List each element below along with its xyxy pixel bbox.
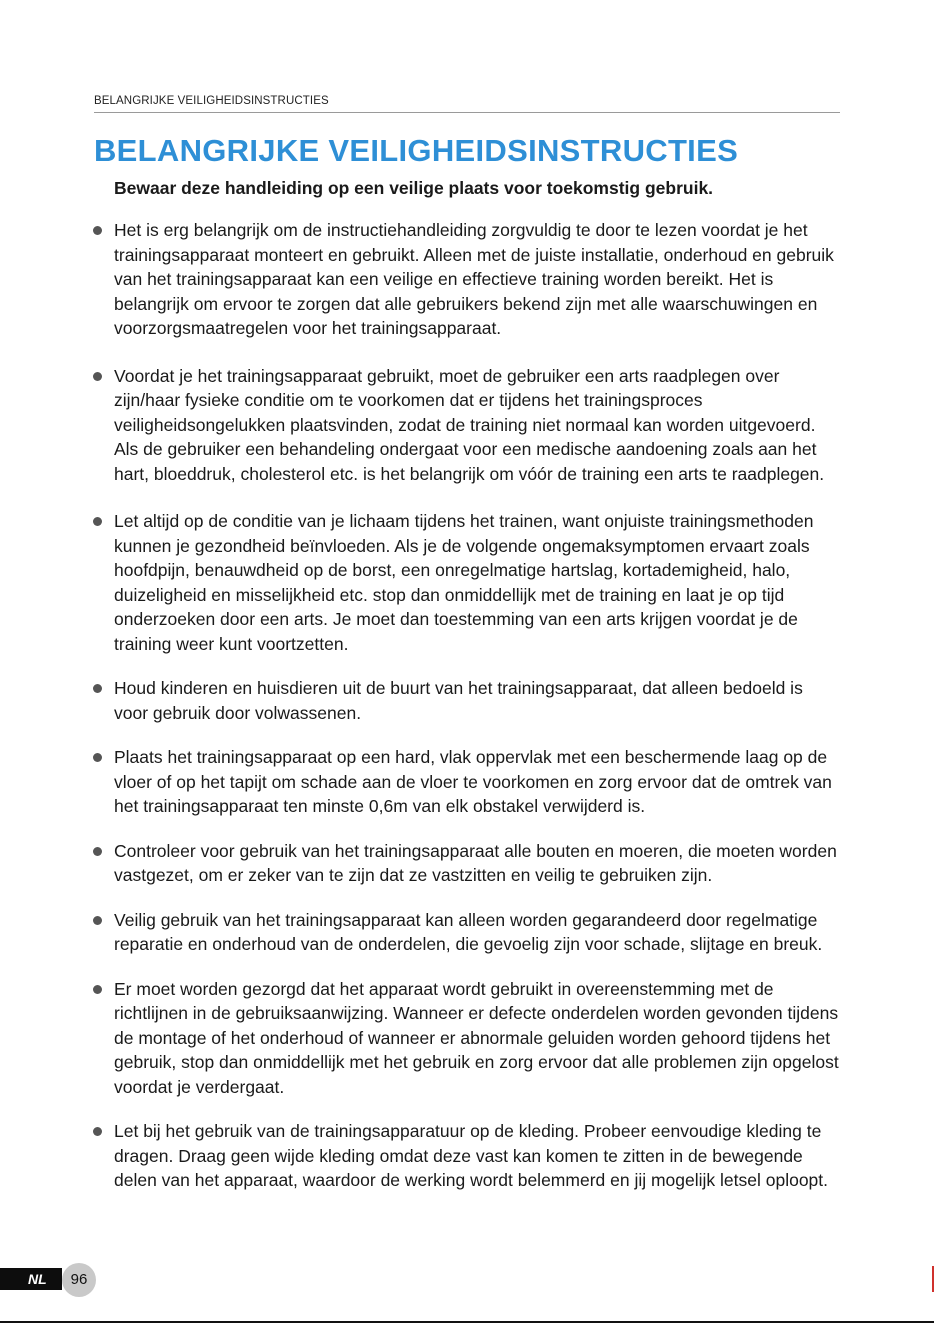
bullet-dot-icon <box>93 226 102 235</box>
bullet-dot-icon <box>93 916 102 925</box>
list-item <box>90 218 840 341</box>
list-item-text: Er moet worden gezorgd dat het apparaat wordt gebruikt in overeenstemming met de richtlijnen in de gebruiksaanwijzing. Wanneer er defecte onderdelen worden gevonden tijdens de montage of het onderhoud of wanneer er abnormale geluiden worden gehoord tijdens het gebruik, stop dan onmiddellijk met het gebruik en zorg ervoor dat alle problemen zijn opgelost voordat je verdergaat. <box>114 978 839 1097</box>
list-item <box>90 676 840 725</box>
page-title: BELANGRIJKE VEILIGHEIDSINSTRUCTIES <box>94 133 739 168</box>
bullet-dot-icon <box>93 517 102 526</box>
list-item <box>90 839 840 888</box>
bullet-dot-icon <box>93 847 102 856</box>
list-item-text: Let bij het gebruik van de trainingsapparatuur op de kleding. Probeer eenvoudige kleding te dragen. Draag geen wijde kleding omdat deze vast kan komen te zitten in de bewegende delen van het apparaat, waardoor de werking wordt belemmerd en jij mogelijk letsel oploopt. <box>114 1121 829 1190</box>
list-item <box>90 1119 840 1193</box>
list-item-text: Plaats het trainingsapparaat op een hard, vlak oppervlak met een beschermende laag op de vloer of op het tapijt om schade aan de vloer te voorkomen en zorg ervoor dat de omtrek van het trainingsapparaat ten minste 0,6m van elk obstakel verwijderd is. <box>114 747 832 816</box>
list-item <box>90 977 840 1100</box>
page-subtitle: Bewaar deze handleiding op een veilige plaats voor toekomstig gebruik. <box>114 178 714 198</box>
list-item-text: Het is erg belangrijk om de instructiehandleiding zorgvuldig te door te lezen voordat je het trainingsapparaat monteert en gebruikt. Alleen met de juiste installatie, onderhoud en gebruik van het trainingsapparaat kan een veilige en effectieve training worden bereikt. Het is belangrijk om ervoor te zorgen dat alle gebruikers bekend zijn met alle waarschuwingen en voorzorgsmaatregelen voor het trainingsapparaat. <box>114 220 834 338</box>
list-item-text: Veilig gebruik van het trainingsapparaat kan alleen worden gegarandeerd door regelmatige reparatie en onderhoud van de onderdelen, die gevoelig zijn voor schade, slijtage en breuk. <box>114 909 823 954</box>
list-item <box>90 745 840 819</box>
list-item-text: Houd kinderen en huisdieren uit de buurt van het trainingsapparaat, dat alleen bedoeld is voor gebruik door volwassenen. <box>114 678 803 723</box>
list-item-text: Controleer voor gebruik van het trainingsapparaat alle bouten en moeren, die moeten worden vastgezet, om er zeker van te zijn dat ze vastzitten en veilig te gebruiken zijn. <box>114 840 837 885</box>
list-item <box>90 364 840 487</box>
bullet-dot-icon <box>93 753 102 762</box>
bullet-dot-icon <box>93 684 102 693</box>
list-item <box>90 908 840 957</box>
bullet-dot-icon <box>93 1127 102 1136</box>
list-item <box>90 509 840 656</box>
running-header: BELANGRIJKE VEILIGHEIDSINSTRUCTIES <box>94 95 840 113</box>
list-item-text: Let altijd op de conditie van je lichaam tijdens het trainen, want onjuiste trainingsmethoden kunnen je gezondheid beïnvloeden. Als je de volgende ongemaksymptomen ervaart zoals hoofdpijn, benauwdheid op de borst, een onregelmatige hartslag, kortademigheid, halo, duizeligheid en misselijkheid etc. stop dan onmiddellijk met de training en laat je op tijd onderzoeken door een arts. Je moet dan toestemming van een arts krijgen voordat je de training weer kunt voortzetten. <box>114 511 814 654</box>
safety-instructions-list <box>90 218 840 1193</box>
bullet-dot-icon <box>93 372 102 381</box>
page-number: 96 <box>62 1263 96 1297</box>
bullet-dot-icon <box>93 985 102 994</box>
list-item-text: Voordat je het trainingsapparaat gebruikt, moet de gebruiker een arts raadplegen over zijn/haar fysieke conditie om te voorkomen dat er tijdens het trainingsproces veiligheidsongelukken plaatsvinden, zodat de training niet normaal kan worden uitgevoerd. Als de gebruiker een behandeling ondergaat voor een medische aandoening zoals aan het hart, bloeddruk, cholesterol etc. is het belangrijk om vóór de training een arts te raadplegen. <box>114 365 825 484</box>
language-label: NL <box>28 1271 47 1287</box>
